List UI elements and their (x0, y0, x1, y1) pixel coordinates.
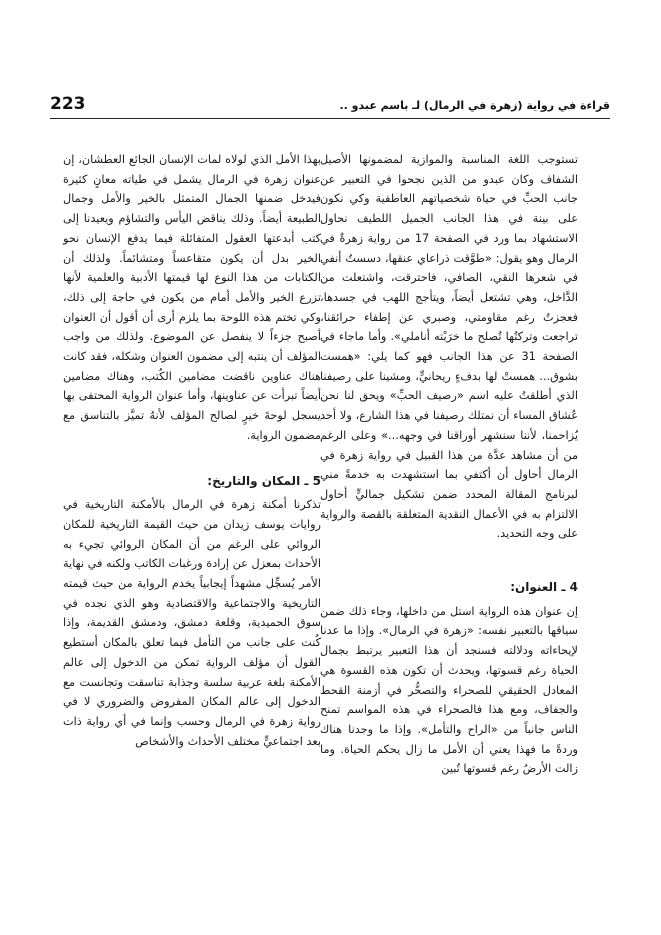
page-number: 223 (50, 94, 86, 114)
body-paragraph: تذكرنا أمكنة زهرة في الرمال بالأمكنة التاريخية في روايات يوسف زيدان من حيث القيمة التاريخية للمكان الروائي على الرغم من أن المكان الروائي تجيء به الأحداث بمعزل عن إرادة ورغبات الكاتب ولكنه في نهاية الأمر يُسجِّل مشهداً إيجابياً يخدم الرواية من حيث قيمته التاريخية والاجتماعية والاقتصادية وهو الذي نجده في سوق الحميدية، وقلعة دمشق، ودمشق القديمة، وإذا كُنت على جانب من التأمل فيما تعلق بالمكان أستطيع القول أن مؤلف الرواية تمكن من الدخول إلى عالم الأمكنة بلغة عربية سلسة وجذابة تناسقت وتجانست مع الدخول إلى عالم المكان المفروض والضروري لا في رواية زهرة في الرمال وحسب وإنما في أي رواية ذات بعد اجتماعيٍّ مختلف الأحداث والأشخاص (63, 498, 321, 748)
header-rule (50, 118, 610, 119)
text-column-right (320, 150, 578, 779)
body-paragraph: إن عنوان هذه الرواية استل من داخلها، وجاء ذلك ضمن سياقها بالتعبير نفسه: «زهرة في الرمال». وإذا ما عدنا لإيحاءاته ودلالته فسنجد أن هذا التعبير يرتبط بجمال الحياة رغم قسوتها، ويحدث أن تكون هذه القسوة هي المعادل الحقيقي للصحراء والتصحُّر في أزمنة القحط والجفاف، ومع هذا فالصحراء في هذه المواسم تمنح الناس جانباً من «الراح والتأمل». وإذا ما وجدنا هناك وردةً ما فهذا يعني أن الأمل ما زال يحكم الحياة. وما زالت الأرضُ رغم قسوتها تُبين (320, 604, 578, 776)
running-title: قراءة في رواية (زهرة في الرمال) لـ باسم عبدو .. (339, 99, 610, 112)
body-paragraph: تستوجب اللغة المناسبة والموازية لمضمونها الأصيل الشفاف وكان عبدو من الذين نجحوا في التعبير عن جانب الحبِّ في حياة شخصياتهم العاطفية وكي نكون على بينة في هذا الجانب الجميل اللطيف نحاول الاستشهاد بما ورد في الصفحة 17 من رواية زهرةٌ في الرمال وهو يقول: «طوَّقت ذراعاي عنقها، دسستُ أنفي في شعرها النقي، الصافي، فاحترقت، واشتعلت من الدَّاخل، وهي تشتعل أيضاً، ويتأجج اللهب في جسدها، فعجزتُ رغم مقاومتي، وصبري عن إطفاء حرائقنا، تراجعت وتركتُها تُصلح ما خرَبْته أناملي». وأما ماجاء في الصفحة 31 عن هذا الجانب فهو كما يلي: «همست بشوق... همستْ لها بدفءٍ ريحانيٍّ، ومشينا على رصيفنا الذي أطلقتُ عليه اسم «رصيف الحبِّ» ويحق لنا نحن عُشاق المساء أن نمتلك رصيفنا في هذا الشارع، ولا أحد يُزاحمنا، لأننا سنشهر أوراقنا في وجهه...» وعلى الرغم من أن مشاهد عدَّة من هذا القبيل في رواية زهرة في الرمال أحاول أن أكتفي بما استشهدت به خدمةً مني لبرنامج المقالة المحدد ضمن تشكيل جماليٍّ أحاول الالتزام به في الأعمال النقدية المتعلقة بالقصة والرواية على وجه التحديد. (320, 153, 579, 541)
section-heading: 5 ـ المكان والتاريخ: (207, 473, 321, 488)
section-heading: 4 ـ العنوان: (510, 580, 578, 595)
body-paragraph: بهذا الأمل الذي لولاه لمات الإنسان الجائع العطشان، إن عنوان زهرة في الرمال يشمل في طياته معانٍ كثيرة فيدخل ضمنها الجمال المتمثل بالخير والأمل وجمال الطبيعة أيضاً. وذلك يناقض اليأس والتشاؤم ويعيدنا إلى كتب أبدعتها العقول المتفائلة فيما يدفع الإنسان نحو الخير بدل أن يكون متقاعساً ومتشائماً. ولذلك أن الكتابات من هذا النوع لها قيمتها الأدبية والعلمية لأنها تزرع الخير والأمل أمام من يكون في حاجة إلى ذلك، وكي تختم هذه اللوحة بما يلزم أرى أن أقول أن العنوان أصبح جزءاً لا ينفصل عن الموضوع. ولذلك من واجب المؤلف أن ينتبه إلى مضمون العنوان وشكله، فقد كانت هناك عناوين ناقضت مضامين الكُتب، وهناك مضامين أيضاً تبرأت عن عناوينها، وأما عنوان الرواية المحتفى بها يسجل لوحةَ خيرٍ لصالح المؤلف لأنهُ تميَّز بالتناسق مع مضمون الرواية. (63, 153, 321, 442)
text-column-left (63, 150, 321, 751)
running-header (50, 88, 610, 114)
